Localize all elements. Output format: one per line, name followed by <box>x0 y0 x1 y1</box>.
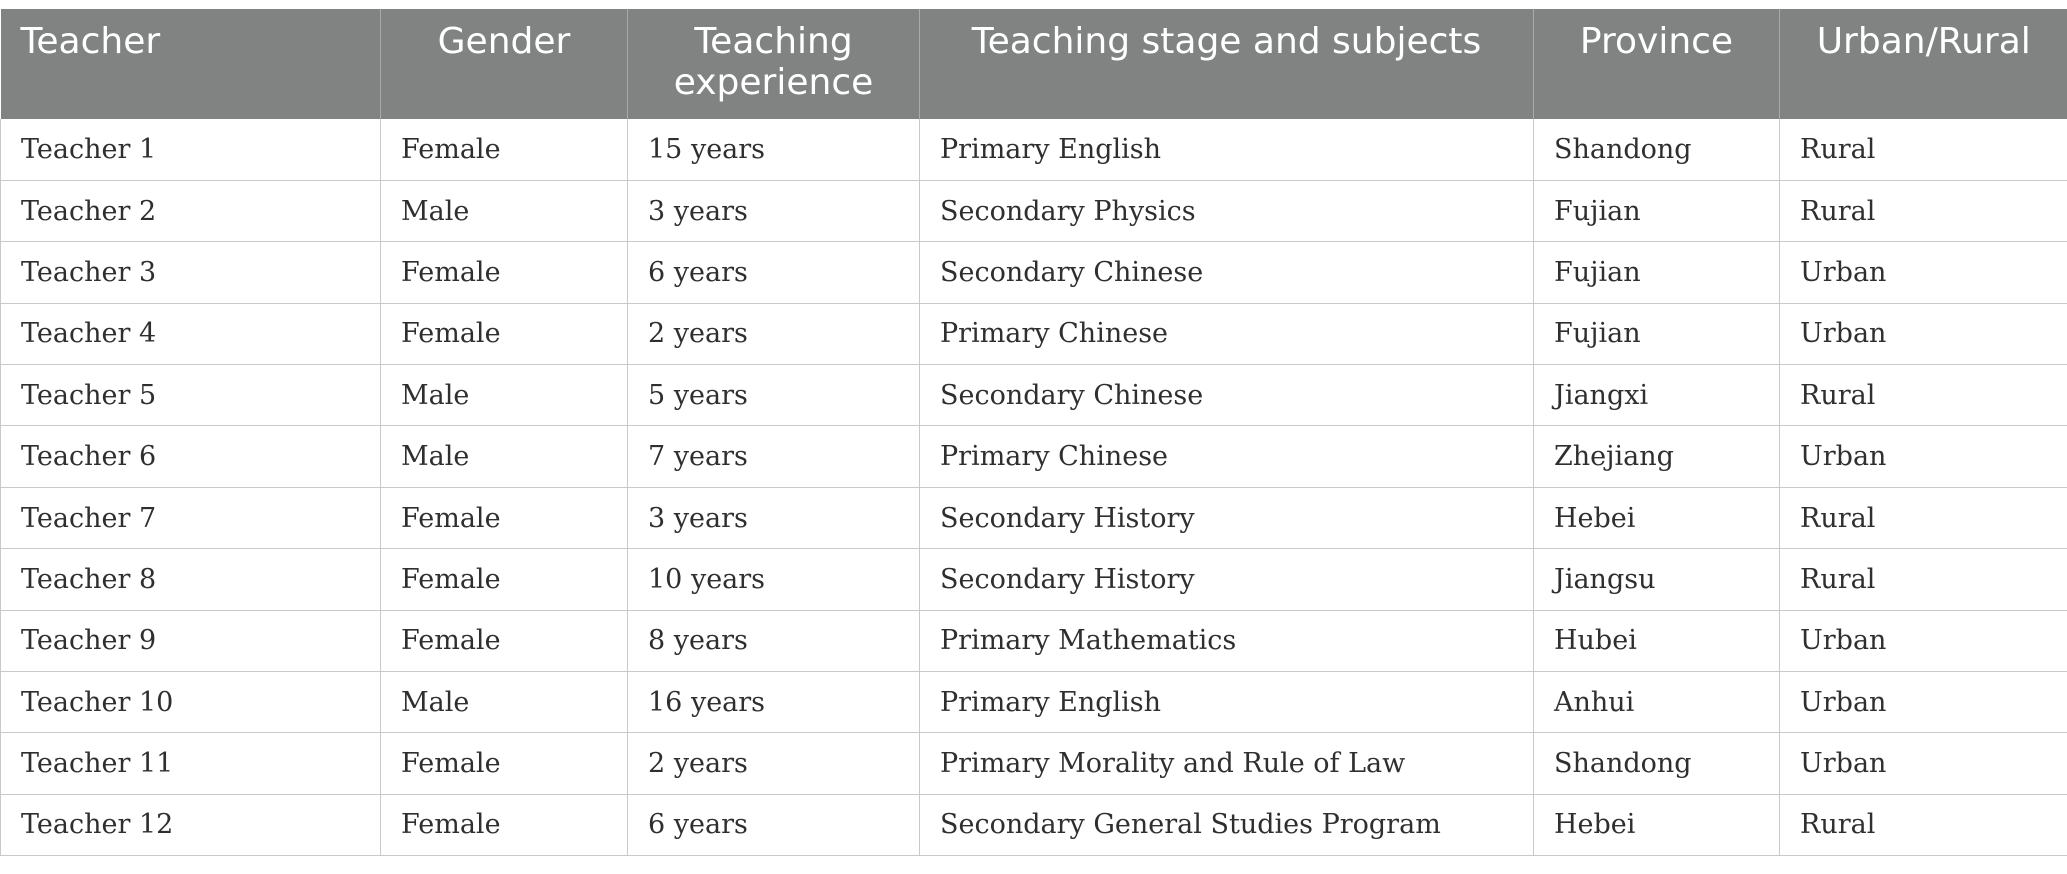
cell-experience: 8 years <box>628 610 920 671</box>
cell-urban-rural: Urban <box>1780 733 2067 794</box>
header-teaching-stage-subjects: Teaching stage and subjects <box>920 9 1534 119</box>
cell-gender: Female <box>381 794 628 855</box>
cell-stage-subject: Primary Chinese <box>920 426 1534 487</box>
cell-province: Fujian <box>1534 303 1780 364</box>
cell-teacher: Teacher 1 <box>1 119 381 180</box>
cell-stage-subject: Primary Chinese <box>920 303 1534 364</box>
header-gender: Gender <box>381 9 628 119</box>
cell-teacher: Teacher 3 <box>1 242 381 303</box>
cell-urban-rural: Urban <box>1780 242 2067 303</box>
cell-stage-subject: Secondary Chinese <box>920 242 1534 303</box>
cell-experience: 3 years <box>628 487 920 548</box>
cell-province: Hebei <box>1534 487 1780 548</box>
cell-experience: 5 years <box>628 365 920 426</box>
table-header <box>1 9 2067 119</box>
cell-teacher: Teacher 4 <box>1 303 381 364</box>
cell-gender: Female <box>381 303 628 364</box>
cell-gender: Male <box>381 180 628 241</box>
cell-province: Shandong <box>1534 119 1780 180</box>
table-row <box>1 487 2067 548</box>
cell-teacher: Teacher 12 <box>1 794 381 855</box>
table-row <box>1 303 2067 364</box>
cell-stage-subject: Primary Mathematics <box>920 610 1534 671</box>
cell-teacher: Teacher 11 <box>1 733 381 794</box>
table-row <box>1 549 2067 610</box>
cell-teacher: Teacher 6 <box>1 426 381 487</box>
table-row <box>1 119 2067 180</box>
table-row <box>1 733 2067 794</box>
cell-gender: Female <box>381 549 628 610</box>
cell-urban-rural: Rural <box>1780 794 2067 855</box>
table-row <box>1 242 2067 303</box>
header-teacher: Teacher <box>1 9 381 119</box>
cell-teacher: Teacher 2 <box>1 180 381 241</box>
cell-experience: 2 years <box>628 303 920 364</box>
cell-experience: 15 years <box>628 119 920 180</box>
header-province: Province <box>1534 9 1780 119</box>
cell-experience: 6 years <box>628 242 920 303</box>
cell-urban-rural: Urban <box>1780 672 2067 733</box>
cell-experience: 6 years <box>628 794 920 855</box>
cell-gender: Male <box>381 426 628 487</box>
cell-stage-subject: Primary English <box>920 672 1534 733</box>
cell-urban-rural: Urban <box>1780 303 2067 364</box>
cell-stage-subject: Secondary Chinese <box>920 365 1534 426</box>
cell-province: Shandong <box>1534 733 1780 794</box>
cell-province: Jiangsu <box>1534 549 1780 610</box>
cell-gender: Female <box>381 487 628 548</box>
cell-urban-rural: Urban <box>1780 610 2067 671</box>
cell-province: Anhui <box>1534 672 1780 733</box>
header-teaching-experience: Teaching experience <box>628 9 920 119</box>
table-row <box>1 180 2067 241</box>
cell-stage-subject: Primary English <box>920 119 1534 180</box>
cell-experience: 7 years <box>628 426 920 487</box>
cell-stage-subject: Secondary General Studies Program <box>920 794 1534 855</box>
cell-urban-rural: Urban <box>1780 426 2067 487</box>
cell-teacher: Teacher 7 <box>1 487 381 548</box>
cell-urban-rural: Rural <box>1780 487 2067 548</box>
cell-urban-rural: Rural <box>1780 119 2067 180</box>
cell-experience: 3 years <box>628 180 920 241</box>
cell-gender: Female <box>381 242 628 303</box>
cell-gender: Female <box>381 733 628 794</box>
cell-teacher: Teacher 10 <box>1 672 381 733</box>
cell-province: Fujian <box>1534 242 1780 303</box>
cell-stage-subject: Secondary Physics <box>920 180 1534 241</box>
cell-urban-rural: Rural <box>1780 180 2067 241</box>
cell-province: Jiangxi <box>1534 365 1780 426</box>
cell-stage-subject: Secondary History <box>920 549 1534 610</box>
table-row <box>1 794 2067 855</box>
table-row <box>1 610 2067 671</box>
table-row <box>1 365 2067 426</box>
table-row <box>1 672 2067 733</box>
cell-gender: Male <box>381 672 628 733</box>
cell-gender: Female <box>381 610 628 671</box>
cell-experience: 16 years <box>628 672 920 733</box>
cell-teacher: Teacher 9 <box>1 610 381 671</box>
table-row <box>1 426 2067 487</box>
cell-teacher: Teacher 8 <box>1 549 381 610</box>
cell-stage-subject: Primary Morality and Rule of Law <box>920 733 1534 794</box>
header-row <box>1 9 2067 119</box>
cell-province: Hubei <box>1534 610 1780 671</box>
cell-stage-subject: Secondary History <box>920 487 1534 548</box>
cell-teacher: Teacher 5 <box>1 365 381 426</box>
cell-experience: 2 years <box>628 733 920 794</box>
cell-urban-rural: Rural <box>1780 549 2067 610</box>
cell-urban-rural: Rural <box>1780 365 2067 426</box>
teacher-demographics-table <box>0 9 2067 856</box>
cell-province: Zhejiang <box>1534 426 1780 487</box>
cell-province: Fujian <box>1534 180 1780 241</box>
cell-gender: Female <box>381 119 628 180</box>
table-body <box>1 119 2067 856</box>
teacher-demographics-table-container <box>0 9 2067 856</box>
header-urban-rural: Urban/Rural <box>1780 9 2067 119</box>
cell-gender: Male <box>381 365 628 426</box>
cell-experience: 10 years <box>628 549 920 610</box>
cell-province: Hebei <box>1534 794 1780 855</box>
